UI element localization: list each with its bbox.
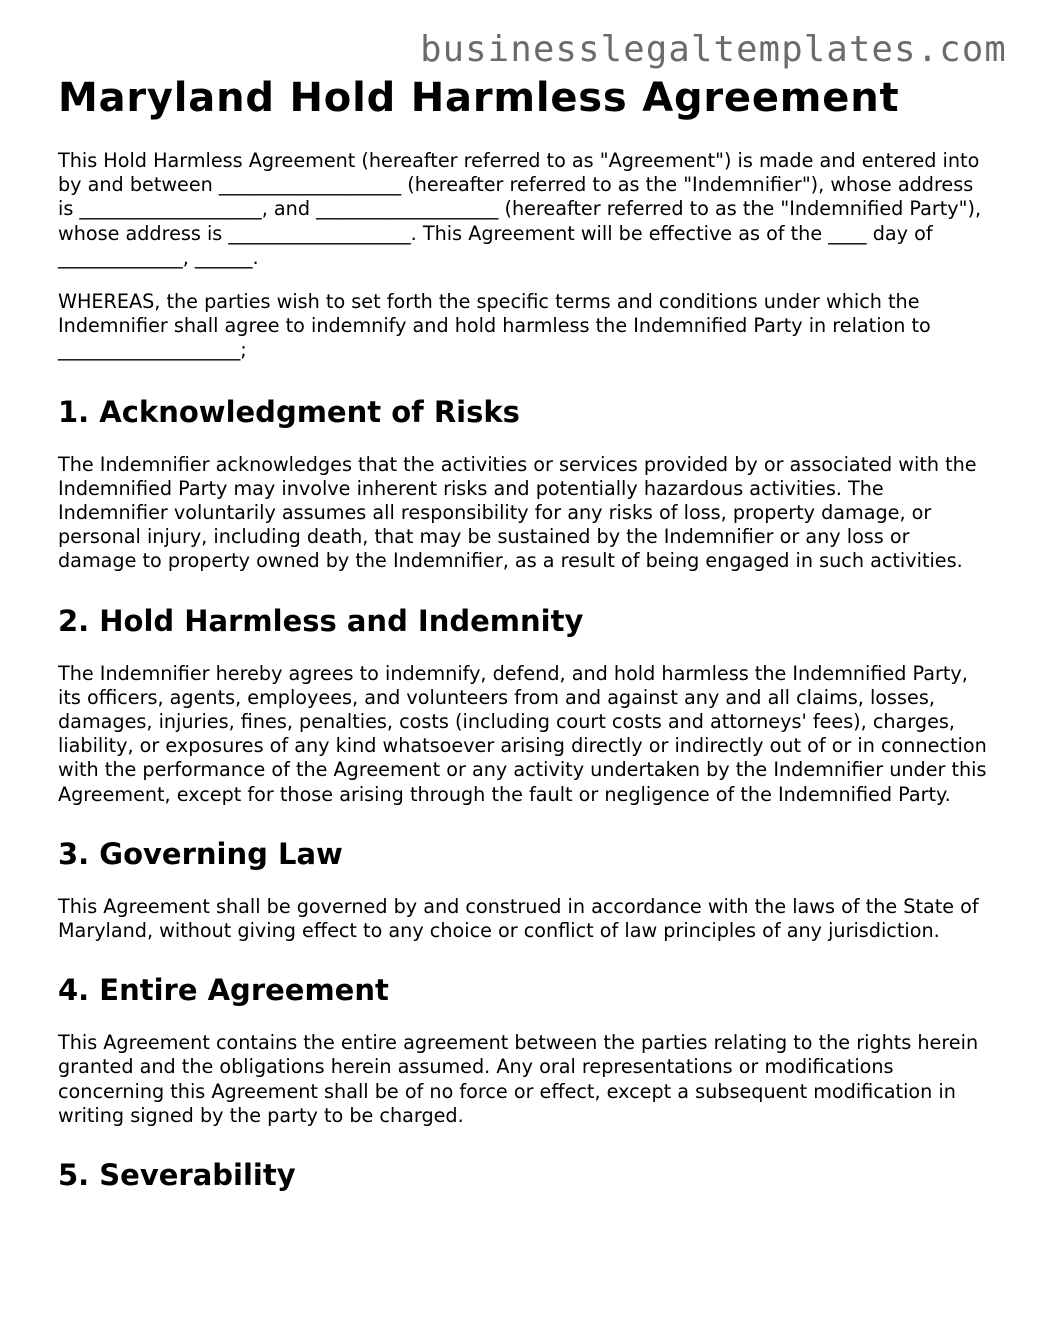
section-heading-entire-agreement: 4. Entire Agreement [58,973,389,1008]
section-heading-severability: 5. Severability [58,1158,296,1193]
section-body-governing-law: This Agreement shall be governed by and construed in accordance with the laws of the State of Maryland, without giving effect to any choice or conflict of law principles of any jurisdiction. [58,894,979,943]
whereas-paragraph: WHEREAS, the parties wish to set forth the specific terms and conditions under which the Indemnifier shall agree to indemnify and hold harmless the Indemnified Party in relation to ___________________; [58,290,931,362]
section-body-acknowledgment-of-risks: The Indemnifier acknowledges that the activities or services provided by or associated with the Indemnified Party may involve inherent risks and potentially hazardous activities. The Indemnifier voluntarily assumes all responsibility for any risks of loss, property damage, or personal injury, including death, that may be sustained by the Indemnifier or any loss or damage to property owned by the Indemnifier, as a result of being engaged in such activities. [58,452,977,573]
watermark: businesslegaltemplates.com [420,29,1007,70]
section-heading-hold-harmless: 2. Hold Harmless and Indemnity [58,603,584,638]
document-title: Maryland Hold Harmless Agreement [58,75,900,121]
section-body-entire-agreement: This Agreement contains the entire agreement between the parties relating to the rights herein granted and the obligations herein assumed. Any oral representations or modifications concerning this Agreement shall be of no force or effect, except a subsequent modification in writing signed by the party to be charged. [58,1031,979,1127]
document-page [58,75,988,1192]
intro-paragraph: This Hold Harmless Agreement (hereafter referred to as "Agreement") is made and entered into by and between ___________________ (hereafter referred to as the "Indemnifier"), whose address is ___________________, and ___________________ (hereafter referred to as the "Indemnified Party"), whose address is ___________________. This Agreement will be effective as of the ____ day of _____________, ______. [58,149,982,269]
section-heading-acknowledgment-of-risks: 1. Acknowledgment of Risks [58,394,520,429]
section-heading-governing-law: 3. Governing Law [58,836,343,871]
section-body-hold-harmless: The Indemnifier hereby agrees to indemnify, defend, and hold harmless the Indemnified Party, its officers, agents, employees, and volunteers from and against any and all claims, losses, damages, injuries, fines, penalties, costs (including court costs and attorneys' fees), charges, liability, or exposures of any kind whatsoever arising directly or indirectly out of or in connection with the performance of the Agreement or any activity undertaken by the Indemnifier under this Agreement, except for those arising through the fault or negligence of the Indemnified Party. [58,661,987,806]
